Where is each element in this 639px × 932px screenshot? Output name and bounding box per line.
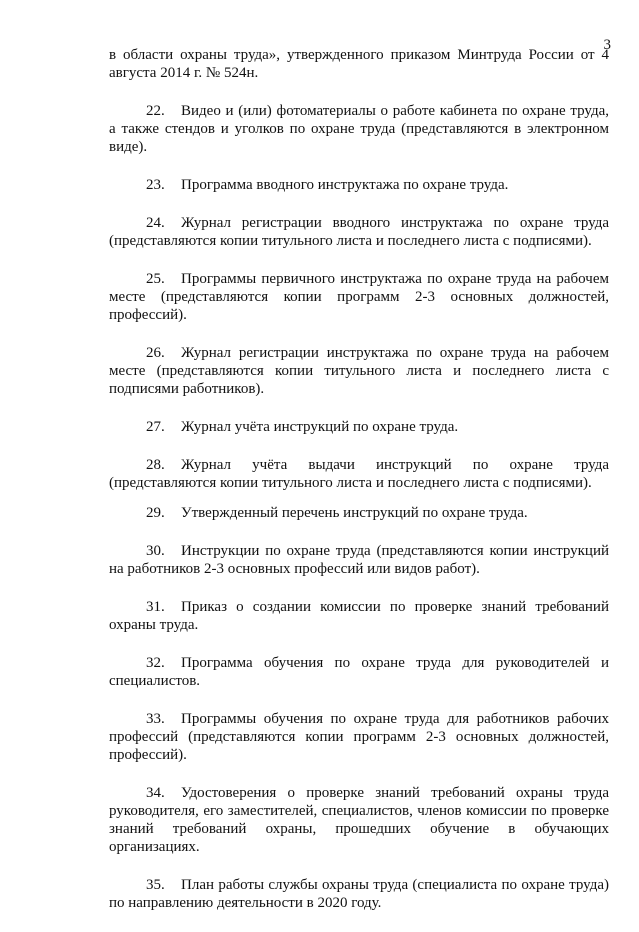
list-item-28 (109, 456, 609, 492)
item-text: План работы службы охраны труда (специалиста по охране труда) по направлению деятельности в 2020 году. (109, 877, 609, 911)
item-number: 29. (146, 505, 165, 521)
list-item-25 (109, 270, 609, 324)
list-item-33 (109, 710, 609, 764)
list-item-34 (109, 784, 609, 856)
item-number: 24. (146, 215, 165, 231)
item-text: Журнал регистрации инструктажа по охране труда на рабочем месте (представляются копии титульного листа и последнего листа с подписями работников). (109, 345, 609, 397)
list-item-22 (109, 102, 609, 156)
list-item-31 (109, 598, 609, 634)
list-item-27 (109, 418, 609, 436)
item-text: Инструкции по охране труда (представляются копии инструкций на работников 2-3 основных профессий или видов работ). (109, 543, 609, 577)
item-text: Программы обучения по охране труда для работников рабочих профессий (представляются копии программ 2-3 основных должностей, профессий). (109, 711, 609, 763)
item-number: 33. (146, 711, 165, 727)
item-text: Программа обучения по охране труда для руководителей и специалистов. (109, 655, 609, 689)
list-item-30 (109, 542, 609, 578)
list-item-35 (109, 876, 609, 912)
item-number: 26. (146, 345, 165, 361)
item-text: Удостоверения о проверке знаний требований охраны труда руководителя, его заместителей, специалистов, членов комиссии по проверке знаний требований охраны, прошедших обучение в обучающих организациях. (109, 785, 609, 855)
item-text: Программы первичного инструктажа по охране труда на рабочем месте (представляются копии программ 2-3 основных должностей, профессий). (109, 271, 609, 323)
item-number: 25. (146, 271, 165, 287)
document-body (109, 46, 609, 932)
list-item-23 (109, 176, 609, 194)
item-number: 22. (146, 103, 165, 119)
item-text: Программа вводного инструктажа по охране труда. (181, 177, 509, 193)
item-text: Журнал учёта инструкций по охране труда. (181, 419, 459, 435)
item-text: Видео и (или) фотоматериалы о работе кабинета по охране труда, а также стендов и уголков по охране труда (представляются в электронном виде). (109, 103, 609, 155)
item-number: 32. (146, 655, 165, 671)
item-number: 27. (146, 419, 165, 435)
item-number: 31. (146, 599, 165, 615)
page-number: 3 (603, 37, 611, 53)
item-text: Приказ о создании комиссии по проверке знаний требований охраны труда. (109, 599, 609, 633)
list-item-32 (109, 654, 609, 690)
item-number: 35. (146, 877, 165, 893)
item-number: 28. (146, 457, 165, 473)
item-number: 23. (146, 177, 165, 193)
item-text: Журнал регистрации вводного инструктажа по охране труда (представляются копии титульного листа и последнего листа с подписями). (109, 215, 609, 249)
item-number: 34. (146, 785, 165, 801)
item-number: 30. (146, 543, 165, 559)
list-item-24 (109, 214, 609, 250)
list-item-26 (109, 344, 609, 398)
list-item-29 (109, 504, 609, 522)
item-text: Журнал учёта выдачи инструкций по охране труда (представляются копии титульного листа и последнего листа с подписями). (109, 457, 609, 491)
intro-paragraph: в области охраны труда», утвержденного приказом Минтруда России от 4 августа 2014 г. № 524н. (109, 47, 609, 81)
item-text: Утвержденный перечень инструкций по охране труда. (181, 505, 528, 521)
